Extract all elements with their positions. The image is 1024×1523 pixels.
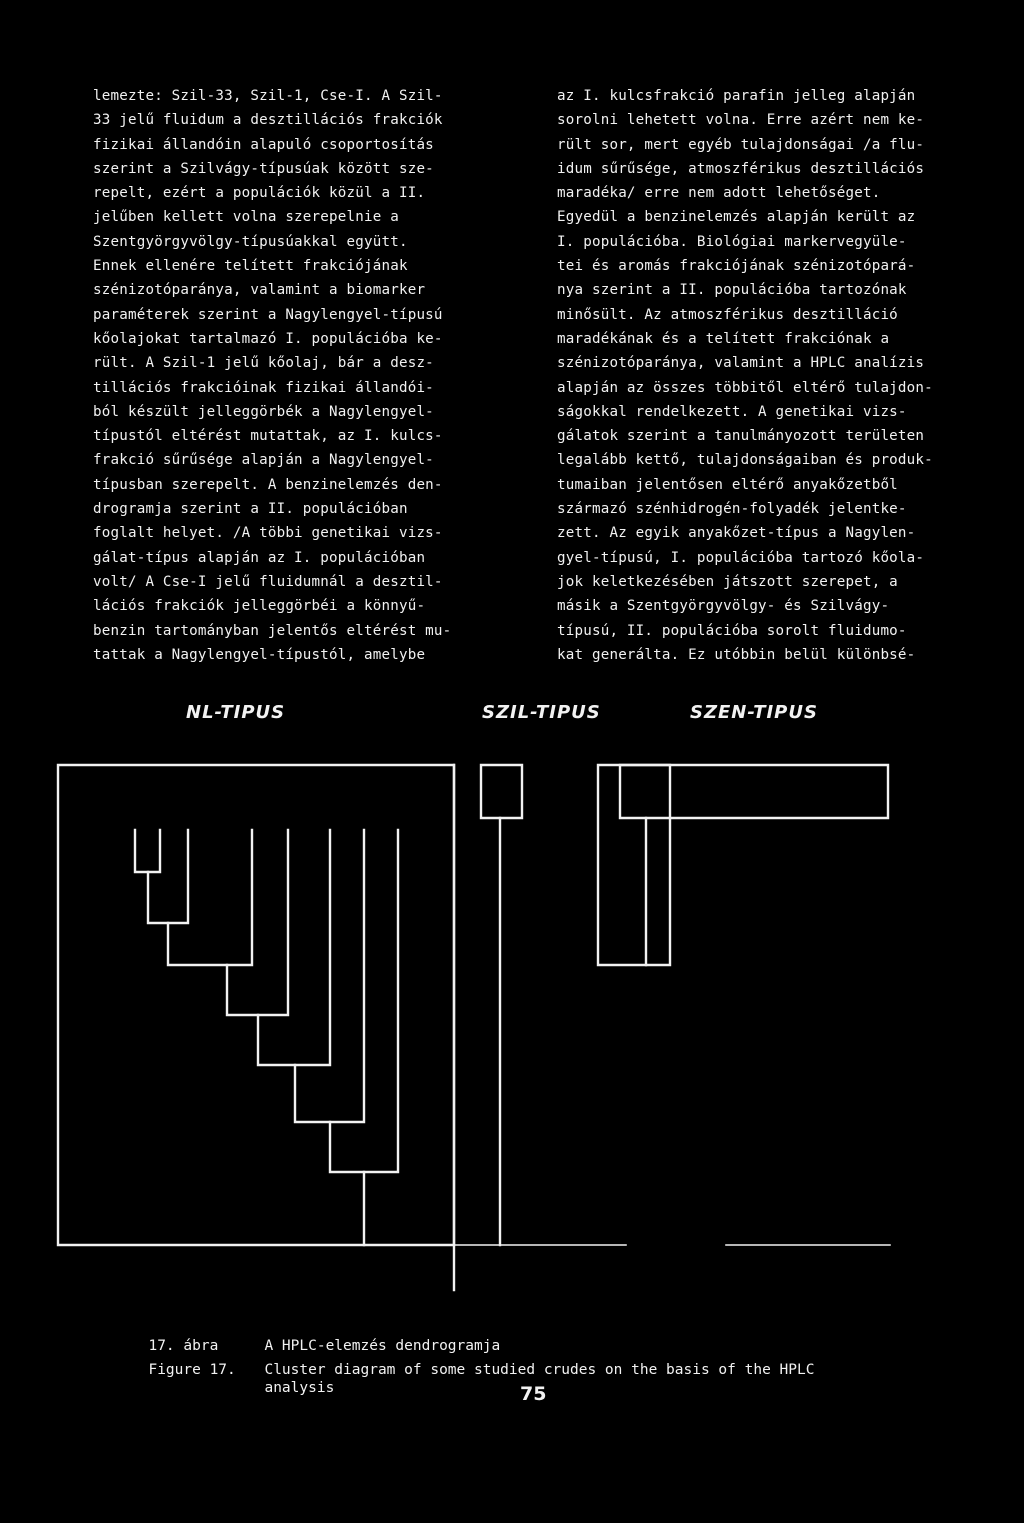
text-line: lemezte: Szil-33, Szil-1, Cse-I. A Szil- — [93, 88, 443, 104]
text-line: legalább kettő, tulajdonságaiban és produk- — [557, 452, 933, 469]
text-line: paraméterek szerint a Nagylengyel-típusú — [93, 306, 443, 323]
text-line: gyel-típusú, I. populációba tartozó kőola- — [557, 549, 925, 566]
left-text-column — [93, 84, 513, 667]
dendrogram-label-szil: SZIL-TIPUS — [482, 702, 601, 723]
text-line: kat generálta. Ez utóbbin belül különbsé- — [557, 646, 916, 663]
dendrogram-label-nl: NL-TIPUS — [186, 702, 286, 723]
text-line: Egyedül a benzinelemzés alapján került az — [557, 209, 916, 226]
dendrogram-link — [148, 830, 188, 923]
text-line: szénizotóparánya, valamint a biomarker — [93, 282, 426, 299]
caption-en-number: Figure 17. — [148, 1362, 236, 1378]
text-line: nya szerint a II. populációba tartozónak — [557, 282, 907, 299]
text-line: ságokkal rendelkezett. A genetikai vizs- — [557, 403, 907, 420]
text-line: szénizotóparánya, valamint a HPLC analízis — [557, 355, 925, 372]
dendrogram-link — [227, 830, 288, 1015]
text-line: fizikai állandóin alapuló csoportosítás — [93, 136, 434, 153]
dendrogram-link — [258, 830, 330, 1065]
text-line: idum sűrűsége, atmoszférikus desztillációs — [557, 160, 925, 177]
dendrogram-link — [481, 765, 522, 818]
text-line: foglalt helyet. /A többi genetikai vizs- — [93, 525, 443, 542]
caption-en-text: Cluster diagram of some studied crudes on the basis of the HPLC analysis — [264, 1362, 815, 1396]
text-line: kőolajokat tartalmazó I. populációba ke- — [93, 330, 443, 347]
caption-en — [131, 1343, 814, 1397]
text-line: gálatok szerint a tanulmányozott területen — [557, 428, 925, 445]
text-line: frakció sűrűsége alapján a Nagylengyel- — [93, 452, 434, 469]
dendrogram-link — [598, 765, 670, 965]
right-text-column — [557, 84, 977, 667]
text-line: tillációs frakcióinak fizikai állandói- — [93, 379, 434, 396]
text-line: ból készült jelleggörbék a Nagylengyel- — [93, 403, 434, 420]
dendrogram-link — [168, 830, 252, 965]
text-line: zett. Az egyik anyakőzet-típus a Nagylen- — [557, 525, 916, 542]
text-line: típustól eltérést mutattak, az I. kulcs- — [93, 428, 443, 445]
caption-hu-number: 17. ábra — [148, 1338, 219, 1354]
caption-hu-text: A HPLC-elemzés dendrogramja — [264, 1338, 501, 1354]
text-line: drogramja szerint a II. populációban — [93, 501, 408, 518]
text-line: rült. A Szil-1 jelű kőolaj, bár a desz- — [93, 355, 434, 372]
text-line: rült sor, mert egyéb tulajdonságai /a flu- — [557, 136, 925, 153]
dendrogram — [0, 740, 1024, 1300]
text-line: Szentgyörgyvölgy-típusúakkal együtt. — [93, 233, 408, 250]
text-line: I. populációba. Biológiai markervegyüle- — [557, 233, 907, 250]
page-number: 75 — [520, 1383, 547, 1405]
text-line: származó szénhidrogén-folyadék jelentke- — [557, 501, 907, 518]
text-line: repelt, ezért a populációk közül a II. — [93, 185, 426, 202]
dendrogram-link — [135, 830, 160, 872]
text-line: tumaiban jelentősen eltérő anyakőzetből — [557, 476, 898, 493]
dendrogram-link — [620, 765, 888, 818]
text-line: másik a Szentgyörgyvölgy- és Szilvágy- — [557, 598, 890, 615]
text-line: minősült. Az atmoszférikus desztilláció — [557, 306, 898, 323]
text-line: volt/ A Cse-I jelű fluidumnál a desztil- — [93, 573, 443, 590]
text-line: lációs frakciók jelleggörbéi a könnyű- — [93, 598, 426, 615]
text-line: tei és aromás frakciójának szénizotópará- — [557, 258, 916, 275]
text-line: tattak a Nagylengyel-típustól, amelybe — [93, 646, 426, 663]
text-line: típusban szerepelt. A benzinelemzés den- — [93, 476, 443, 493]
text-line: sorolni lehetett volna. Erre azért nem ke- — [557, 112, 925, 129]
text-line: szerint a Szilvágy-típusúak között sze- — [93, 160, 434, 177]
dendrogram-label-szen: SZEN-TIPUS — [690, 702, 818, 723]
text-line: Ennek ellenére telített frakciójának — [93, 258, 408, 275]
text-line: jelűben kellett volna szerepelnie a — [93, 209, 399, 226]
text-line: alapján az összes többitől eltérő tulajdon- — [557, 379, 933, 396]
text-line: jok keletkezésében játszott szerepet, a — [557, 573, 898, 590]
text-line: maradékának és a telített frakciónak a — [557, 330, 890, 347]
text-line: 33 jelű fluidum a desztillációs frakciók — [93, 112, 443, 129]
text-line: az I. kulcsfrakció parafin jelleg alapján — [557, 88, 916, 104]
text-line: benzin tartományban jelentős eltérést mu- — [93, 622, 452, 639]
text-line: maradéka/ erre nem adott lehetőséget. — [557, 185, 881, 202]
text-line: gálat-típus alapján az I. populációban — [93, 549, 426, 566]
text-line: típusú, II. populációba sorolt fluidumo- — [557, 622, 907, 639]
